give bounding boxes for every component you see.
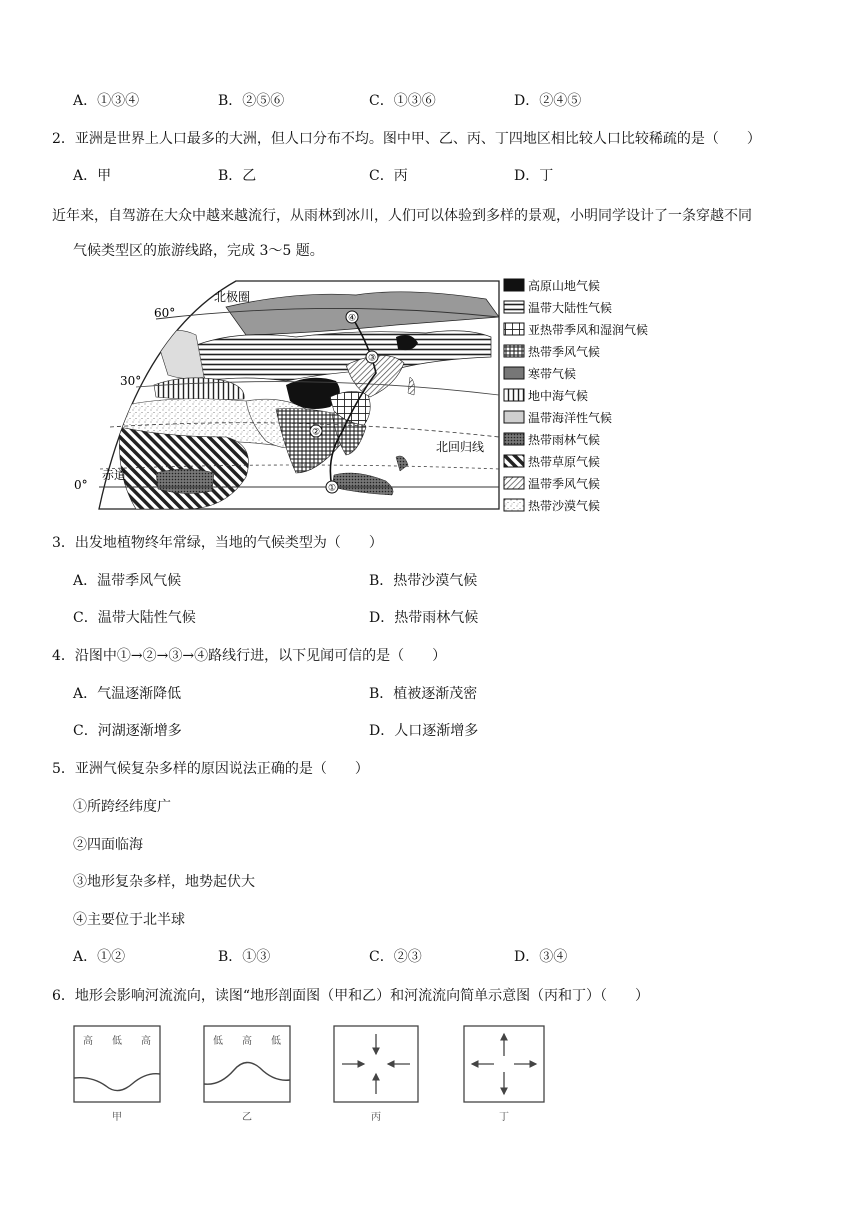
q3-stem: 3．出发地植物终年常绿，当地的气候类型为（ ） — [52, 535, 383, 551]
legend-label-4: 热带季风气候 — [528, 345, 601, 359]
q2-stem: 2．亚洲是世界上人口最多的大洲，但人口分布不均。图中甲、乙、丙、丁四地区相比较人口比较稀疏的是（ ） — [52, 131, 761, 147]
legend-label-2: 温带大陆性气候 — [528, 301, 613, 315]
legend-label-9: 热带草原气候 — [528, 455, 601, 469]
legend-label-5: 寒带气候 — [528, 367, 577, 381]
q1-option-b[interactable]: B．②⑤⑥ — [218, 93, 285, 109]
legend-label-11: 热带沙漠气候 — [528, 499, 601, 513]
caption-jia: 甲 — [112, 1112, 122, 1123]
label-tropic-of-cancer: 北回归线 — [436, 440, 485, 454]
caption-ding: 丁 — [499, 1112, 509, 1123]
label-lat-30: 30° — [120, 374, 142, 388]
q3-option-b[interactable]: B．热带沙漠气候 — [369, 573, 478, 589]
q2-option-d[interactable]: D．丁 — [514, 168, 554, 184]
q3-option-c[interactable]: C．温带大陆性气候 — [73, 610, 196, 626]
caption-yi: 乙 — [242, 1112, 252, 1123]
q1-option-d[interactable]: D．②④⑤ — [514, 93, 582, 109]
q4-option-c[interactable]: C．河湖逐渐增多 — [73, 723, 182, 739]
q5-option-d[interactable]: D．③④ — [514, 949, 568, 965]
label-arctic-circle: 北极圈 — [214, 290, 251, 304]
q1-option-c[interactable]: C．①③⑥ — [369, 93, 436, 109]
q5-item-2: ②四面临海 — [73, 837, 143, 853]
legend-label-8: 热带雨林气候 — [528, 433, 601, 447]
profile-figure-yi — [202, 1024, 292, 1124]
legend-label-6: 地中海气候 — [528, 389, 589, 403]
map-legend — [504, 278, 648, 513]
q3-option-d[interactable]: D．热带雨林气候 — [369, 610, 479, 626]
q1-option-a[interactable]: A．①③④ — [73, 93, 140, 109]
q5-item-3: ③地形复杂多样，地势起伏大 — [73, 874, 255, 890]
q4-option-b[interactable]: B．植被逐渐茂密 — [369, 686, 478, 702]
yi-label-mid: 高 — [242, 1036, 252, 1047]
profile-figure-jia — [72, 1024, 162, 1124]
yi-label-left: 低 — [213, 1036, 223, 1047]
jia-label-left: 高 — [83, 1036, 93, 1047]
intro-line-2: 气候类型区的旅游线路，完成 3～5 题。 — [73, 243, 324, 259]
label-lat-0: 0° — [74, 478, 88, 492]
yi-label-right: 低 — [271, 1036, 281, 1047]
legend-label-10: 温带季风气候 — [528, 477, 601, 491]
q4-option-d[interactable]: D．人口逐渐增多 — [369, 723, 479, 739]
route-marker-1: ① — [327, 483, 337, 494]
q2-option-b[interactable]: B．乙 — [218, 168, 257, 184]
label-equator: 赤道 — [102, 468, 127, 482]
river-flow-figure-ding — [462, 1024, 552, 1124]
river-flow-figure-bing — [332, 1024, 422, 1124]
q5-option-a[interactable]: A．①② — [73, 949, 126, 965]
jia-label-right: 高 — [141, 1036, 151, 1047]
intro-line-1: 近年来，自驾游在大众中越来越流行，从雨林到冰川，人们可以体验到多样的景观，小明同学设计了一条穿越不同 — [52, 208, 752, 224]
legend-label-1: 高原山地气候 — [528, 279, 601, 293]
q4-stem: 4．沿图中①→②→③→④路线行进，以下见闻可信的是（ ） — [52, 648, 447, 664]
route-marker-3: ③ — [367, 353, 377, 364]
q5-item-1: ①所跨经纬度广 — [73, 799, 171, 815]
route-marker-2: ② — [311, 427, 321, 438]
legend-label-3: 亚热带季风和湿润气候 — [528, 323, 649, 337]
q4-option-a[interactable]: A．气温逐渐降低 — [73, 686, 182, 702]
jia-label-mid: 低 — [112, 1036, 122, 1047]
caption-bing: 丙 — [371, 1112, 381, 1123]
legend-label-7: 温带海洋性气候 — [528, 411, 613, 425]
label-lat-60: 60° — [154, 306, 176, 320]
asia-climate-map — [74, 277, 690, 513]
q5-option-b[interactable]: B．①③ — [218, 949, 271, 965]
q2-option-c[interactable]: C．丙 — [369, 168, 408, 184]
q5-item-4: ④主要位于北半球 — [73, 912, 185, 928]
route-marker-4: ④ — [347, 313, 357, 324]
q2-option-a[interactable]: A．甲 — [73, 168, 112, 184]
q6-stem: 6．地形会影响河流流向，读图“地形剖面图（甲和乙）和河流流向简单示意图（丙和丁）（ ） — [52, 988, 650, 1004]
q3-option-a[interactable]: A．温带季风气候 — [73, 573, 182, 589]
q5-stem: 5．亚洲气候复杂多样的原因说法正确的是（ ） — [52, 761, 369, 777]
q5-option-c[interactable]: C．②③ — [369, 949, 422, 965]
